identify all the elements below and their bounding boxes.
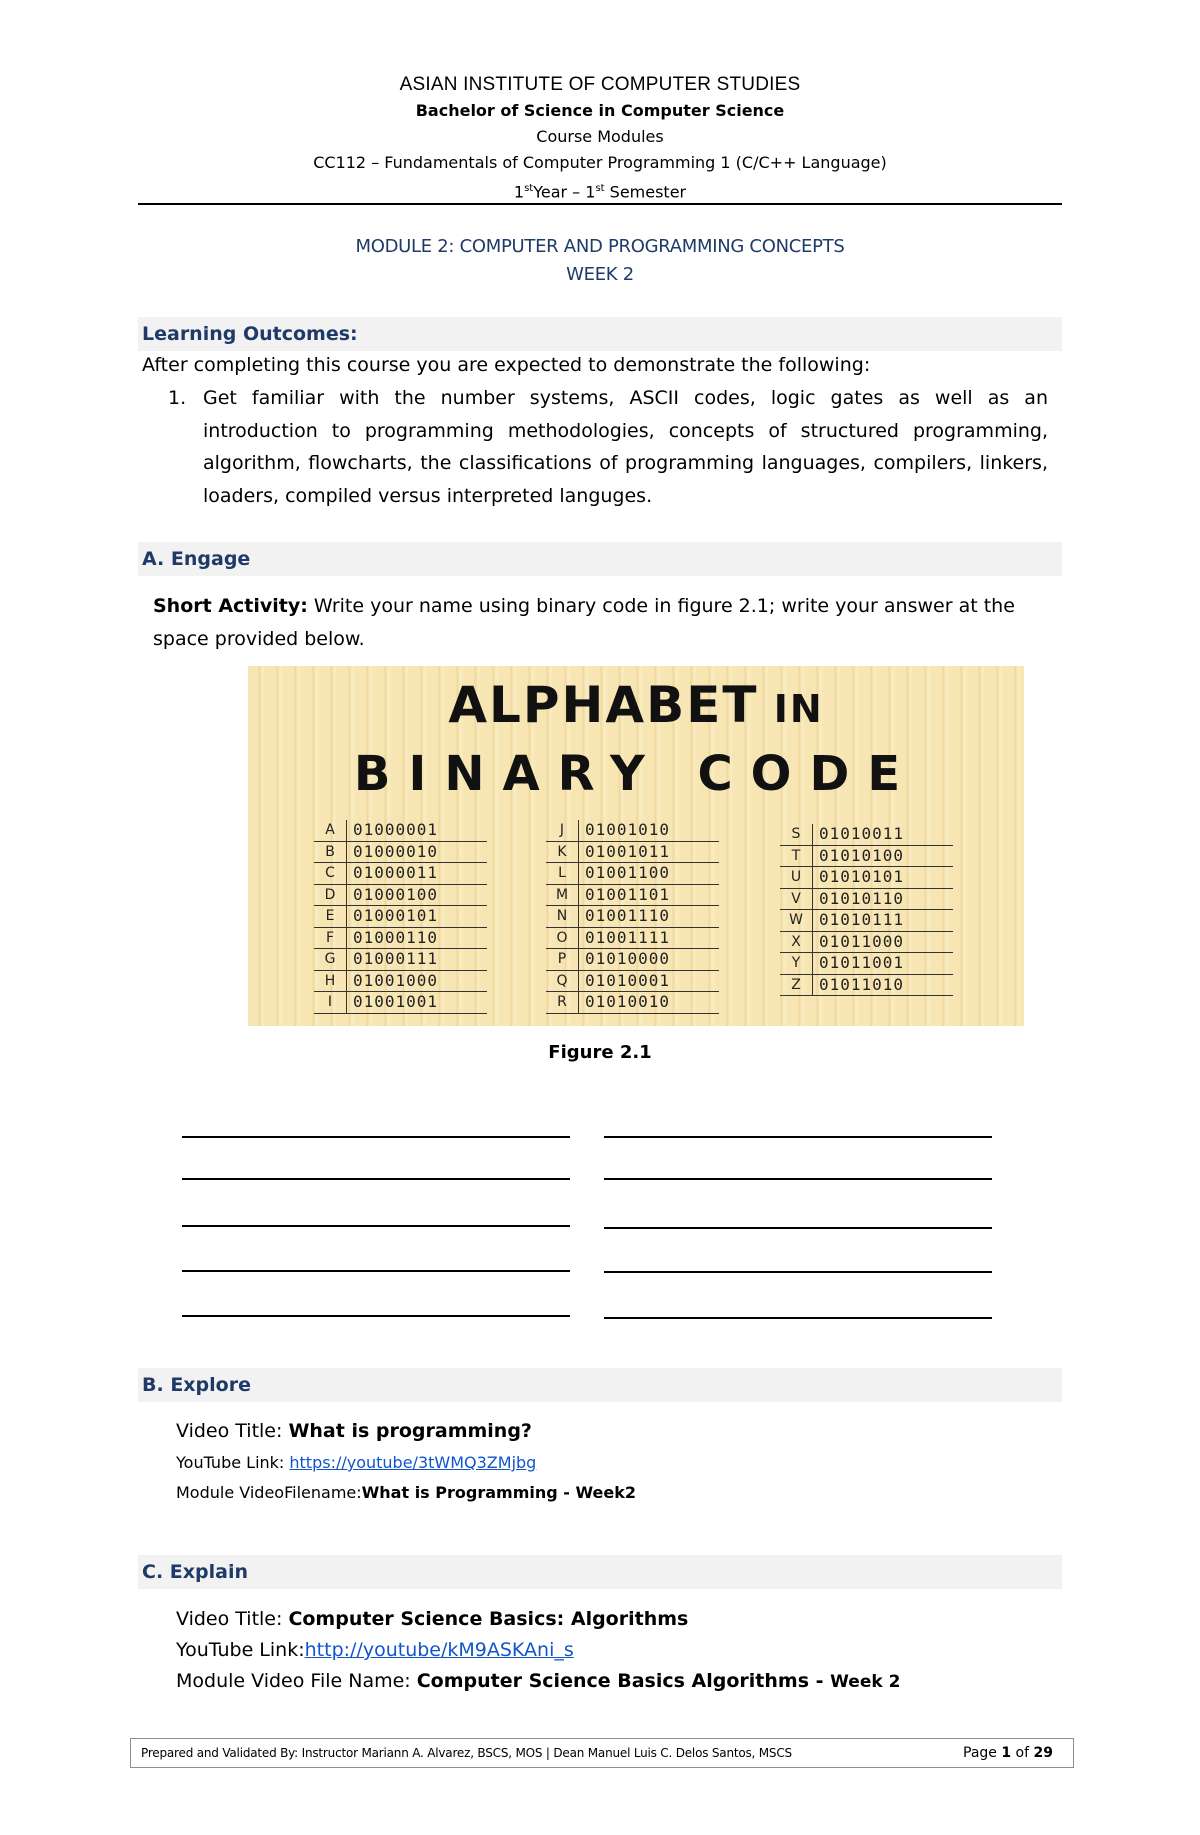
binary-code: 01010111 <box>813 910 954 932</box>
outcome-number: 1. <box>168 387 187 409</box>
header-divider <box>138 203 1062 205</box>
binary-row <box>314 841 487 863</box>
binary-row <box>314 820 487 841</box>
binary-letter: C <box>314 863 347 885</box>
binary-code: 01010000 <box>579 949 720 971</box>
explore-video-title: Video Title: What is programming? <box>176 1420 532 1442</box>
binary-row <box>546 841 719 863</box>
binary-letter: G <box>314 949 347 971</box>
figure-title-line2: BINARY CODE <box>353 746 919 802</box>
binary-letter: N <box>546 906 579 928</box>
binary-code: 01010001 <box>579 970 720 992</box>
binary-row <box>780 845 953 867</box>
document-header <box>138 72 1062 205</box>
binary-row <box>314 992 487 1014</box>
binary-letter: S <box>780 824 813 845</box>
binary-row <box>546 906 719 928</box>
binary-row <box>780 910 953 932</box>
binary-letter: D <box>314 884 347 906</box>
binary-table-a-i <box>314 820 487 1014</box>
binary-code: 01001110 <box>579 906 720 928</box>
binary-letter: M <box>546 884 579 906</box>
binary-code: 01010010 <box>579 992 720 1014</box>
explore-bar <box>138 1368 1062 1402</box>
binary-row <box>780 888 953 910</box>
binary-row <box>546 863 719 885</box>
year-semester: 1stYear – 1st Semester <box>513 182 687 202</box>
binary-code: 01000001 <box>347 820 488 841</box>
binary-letter: Z <box>780 974 813 996</box>
week-label: WEEK 2 <box>566 264 634 285</box>
binary-letter: E <box>314 906 347 928</box>
binary-row <box>546 820 719 841</box>
binary-row <box>780 931 953 953</box>
binary-letter: O <box>546 927 579 949</box>
binary-letter: X <box>780 931 813 953</box>
explore-video-link[interactable]: https://youtube/3tWMQ3ZMjbg <box>289 1453 537 1472</box>
binary-letter: H <box>314 970 347 992</box>
answer-line[interactable] <box>604 1271 992 1273</box>
binary-code: 01010101 <box>813 867 954 889</box>
binary-letter: L <box>546 863 579 885</box>
explain-bar <box>138 1555 1062 1589</box>
binary-code: 01001000 <box>347 970 488 992</box>
binary-letter: F <box>314 927 347 949</box>
binary-table-s-z <box>780 824 953 996</box>
learning-outcomes-heading: Learning Outcomes: <box>142 323 358 345</box>
binary-code: 01011000 <box>813 931 954 953</box>
binary-row <box>546 970 719 992</box>
explain-video-link[interactable]: http://youtube/kM9ASKAni_s <box>304 1639 574 1661</box>
short-activity-text: Write your name using binary code in figure 2.1; write your answer at the space provided below. <box>153 595 1015 650</box>
binary-code: 01001001 <box>347 992 488 1014</box>
binary-letter: J <box>546 820 579 841</box>
answer-line[interactable] <box>182 1315 570 1317</box>
binary-letter: W <box>780 910 813 932</box>
binary-letter: I <box>314 992 347 1014</box>
explain-file-name: Module Video File Name: Computer Science Basics Algorithms - Week 2 <box>176 1670 901 1692</box>
binary-row <box>314 927 487 949</box>
binary-code: 01001010 <box>579 820 720 841</box>
binary-code: 01001011 <box>579 841 720 863</box>
binary-row <box>780 867 953 889</box>
answer-line[interactable] <box>604 1178 992 1180</box>
binary-row <box>780 824 953 845</box>
binary-letter: U <box>780 867 813 889</box>
outcome-text: Get familiar with the number systems, ASCII codes, logic gates as well as an introduction to programming methodologies, concepts of structured programming, algorithm, flowcharts, the classifications of programming languages, compilers, linkers, loaders, compiled versus interpreted languges. <box>203 387 1048 507</box>
binary-code: 01001111 <box>579 927 720 949</box>
short-activity <box>153 590 1063 655</box>
binary-letter: Q <box>546 970 579 992</box>
answer-line[interactable] <box>604 1317 992 1319</box>
binary-row <box>546 927 719 949</box>
answer-line[interactable] <box>182 1225 570 1227</box>
short-activity-label: Short Activity: <box>153 595 308 617</box>
prepared-by: Prepared and Validated By: Instructor Mariann A. Alvarez, BSCS, MOS | Dean Manuel Luis C. Delos Santos, MSCS <box>141 1746 792 1760</box>
binary-table-j-r <box>546 820 719 1014</box>
explore-heading: B. Explore <box>142 1374 251 1396</box>
document-type: Course Modules <box>536 127 664 146</box>
binary-row <box>314 884 487 906</box>
binary-row <box>546 949 719 971</box>
binary-code: 01000010 <box>347 841 488 863</box>
binary-letter: B <box>314 841 347 863</box>
answer-line[interactable] <box>182 1178 570 1180</box>
binary-letter: Y <box>780 953 813 975</box>
answer-line[interactable] <box>182 1136 570 1138</box>
binary-row <box>546 992 719 1014</box>
binary-letter: A <box>314 820 347 841</box>
course-title: CC112 – Fundamentals of Computer Programming 1 (C/C++ Language) <box>313 153 887 172</box>
binary-row <box>314 970 487 992</box>
binary-row <box>546 884 719 906</box>
figure-caption: Figure 2.1 <box>548 1042 652 1063</box>
binary-code: 01010110 <box>813 888 954 910</box>
binary-letter: T <box>780 845 813 867</box>
binary-letter: K <box>546 841 579 863</box>
engage-heading: A. Engage <box>142 548 251 570</box>
answer-line[interactable] <box>604 1227 992 1229</box>
explore-youtube-link: YouTube Link: https://youtube/3tWMQ3ZMjbg <box>176 1453 537 1472</box>
binary-code: 01000101 <box>347 906 488 928</box>
program-name: Bachelor of Science in Computer Science <box>415 101 785 120</box>
figure-title-line1: ALPHABET IN <box>448 676 824 734</box>
binary-letter: R <box>546 992 579 1014</box>
binary-code: 01000011 <box>347 863 488 885</box>
binary-code: 01011010 <box>813 974 954 996</box>
institution-name: ASIAN INSTITUTE OF COMPUTER STUDIES <box>399 74 801 95</box>
binary-row <box>314 863 487 885</box>
binary-code: 01010011 <box>813 824 954 845</box>
module-title: MODULE 2: COMPUTER AND PROGRAMMING CONCEPTS WEEK 2 <box>138 233 1062 289</box>
binary-letter: V <box>780 888 813 910</box>
binary-row <box>780 974 953 996</box>
explain-heading: C. Explain <box>142 1561 248 1583</box>
binary-code: 01000111 <box>347 949 488 971</box>
answer-line[interactable] <box>182 1270 570 1272</box>
explore-file-name: Module VideoFilename:What is Programming - Week2 <box>176 1483 637 1502</box>
learning-intro: After completing this course you are expected to demonstrate the following: <box>142 354 871 376</box>
explain-youtube-link: YouTube Link:http://youtube/kM9ASKAni_s <box>176 1639 574 1661</box>
engage-bar <box>138 542 1062 576</box>
binary-code: 01001101 <box>579 884 720 906</box>
binary-row <box>314 949 487 971</box>
binary-code: 01011001 <box>813 953 954 975</box>
page-number: Page 1 of 29 <box>963 1745 1053 1761</box>
answer-line[interactable] <box>604 1136 992 1138</box>
binary-code: 01010100 <box>813 845 954 867</box>
binary-code: 01001100 <box>579 863 720 885</box>
binary-alphabet-figure <box>248 666 1024 1026</box>
binary-code: 01000110 <box>347 927 488 949</box>
binary-row <box>314 906 487 928</box>
explain-video-title: Video Title: Computer Science Basics: Algorithms <box>176 1608 689 1630</box>
binary-row <box>780 953 953 975</box>
page-footer <box>130 1738 1074 1768</box>
binary-code: 01000100 <box>347 884 488 906</box>
binary-letter: P <box>546 949 579 971</box>
